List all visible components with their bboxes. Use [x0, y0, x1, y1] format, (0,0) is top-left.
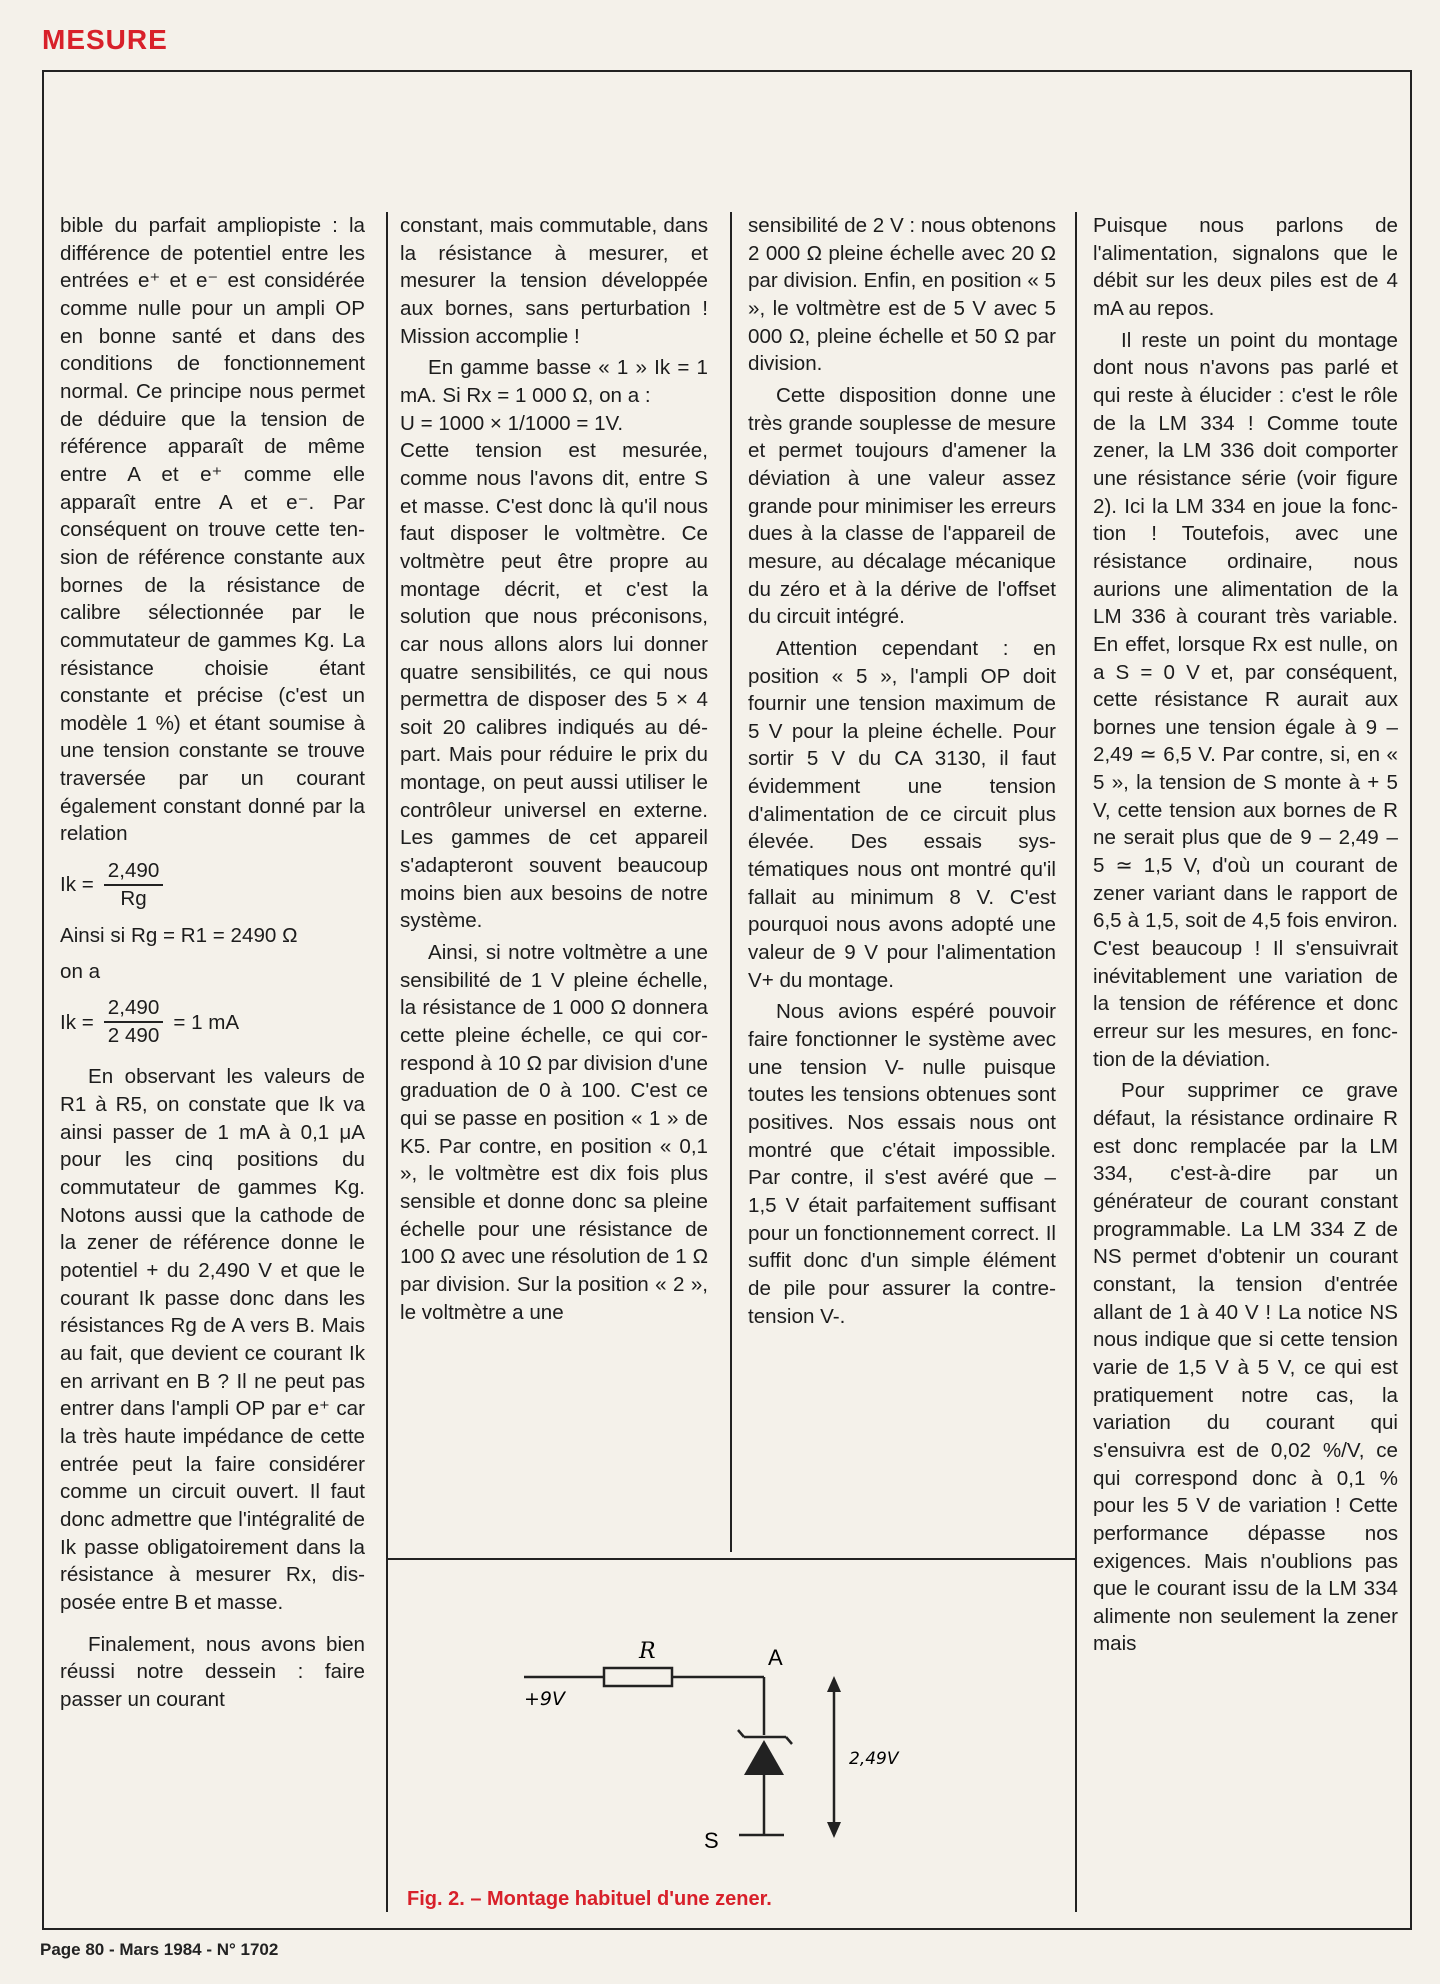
- col3-paragraph-3: Attention cependant : en position « 5 », l'ampli OP doit fournir une tension maximum de 5 V pour la pleine échelle. Pour sortir 5 V du CA 3130, il faut évidemment une tension d'alimentation de ce circuit plus élevée. Des essais systématiques nous ont montré qu'il fallait au minimum 8 V. C'est pourquoi nous avons adopté une valeur de 9 V pour l'alimentation V+ du montage.: [748, 636, 1056, 992]
- col1-paragraph-1: bible du parfait ampliopiste : la différence de potentiel entre les entrées e⁺ et e⁻ est considérée comme nulle pour un ampli OP en bonne santé et dans des conditions de fonctionnement normal. Ce principe nous permet de déduire que la tension de référence apparaît de même entre A et e⁺ comme elle apparaît entre A et e⁻. Par conséquent on trouve cette tension de référence constante aux bornes de la résistance de calibre sélectionnée par le commutateur de gammes Kg. La résistance choisie étant constante et précise (c'est un modèle 1 %) et étant soumise à une tension constante se trouve traversée par un courant également constant donné par la relation: [60, 214, 365, 846]
- label-supply: +9V: [524, 1688, 566, 1710]
- col1-paragraph-2: En observant les valeurs de R1 à R5, on constate que Ik va ainsi passer de 1 mA à 0,1 μA pour les cinq positions du commutateur de gammes Kg. Notons aussi que la cathode de la zener de référence donne le potentiel + du 2,490 V et que le courant Ik passe donc dans les résistances Rg de A vers B. Mais au fait, que devient ce courant Ik en arrivant en B ? Il ne peut pas entrer dans l'ampli OP par e⁺ car la très haute impédance de cette entrée peut la faire considérer comme un circuit ouvert. Il faut donc admettre que l'intégralité de Ik passe obligatoirement dans la résistance à mesurer Rx, disposée entre B et masse.: [60, 1065, 365, 1614]
- formula-ik: [60, 858, 365, 912]
- formula-ik-value: [60, 995, 365, 1049]
- column-rule-1: [386, 212, 388, 1912]
- page-footer: Page 80 - Mars 1984 - N° 1702: [40, 1940, 279, 1959]
- column-rule-2: [730, 212, 732, 1552]
- col3-paragraph-2: Cette disposition donne une très grande souplesse de mesure et permet toujours d'amener la déviation à une valeur assez grande pour minimiser les erreurs dues à la classe de l'appareil de mesure, au décalage mécanique du zéro et à la dérive de l'offset du circuit intégré.: [748, 383, 1056, 629]
- section-title: MESURE: [42, 24, 168, 55]
- formula-ik-denominator: Rg: [120, 887, 147, 911]
- col2-paragraph-1: constant, mais commutable, dans la résistance à mesurer, et mesurer la tension développée aux bornes, sans perturbation ! Mission accomplie !: [400, 214, 708, 348]
- zener-diode-triangle: [744, 1740, 784, 1775]
- column-4: [1093, 212, 1398, 1658]
- column-rule-3: [1075, 212, 1077, 1912]
- voltage-arrow-bottom: [827, 1822, 841, 1838]
- col4-paragraph-2: Il reste un point du montage dont nous n'avons pas parlé et qui reste à élucider : c'est le rôle de la LM 334 ! Comme toute zener, la LM 336 doit comporter une résistance série (voir figure 2). Ici la LM 334 en joue la fonction ! Toutefois, avec une résistance ordinaire, nous aurions une alimentation de la LM 336 à courant très variable. En effet, lorsque Rx est nulle, on a S = 0 V et, par conséquent, cette résistance R aurait aux bornes une tension égale à 9 – 2,49 ≃ 6,5 V. Par contre, si, en « 5 », la tension de S monte à + 5 V, cette tension aux bornes de R ne serait plus que de 9 – 2,49 – 5 ≃ 1,5 V, d'où un courant de zener variant dans le rapport de 6,5 à 1,5, soit de 4,5 fois environ. C'est beaucoup ! Il s'ensuivrait inévitablement une variation de la tension de référence et donc erreur sur les mesures, en fonction de la déviation.: [1093, 328, 1398, 1071]
- formula-ik-numerator: 2,490: [104, 858, 164, 886]
- formula-value-denominator: 2 490: [107, 1024, 160, 1048]
- label-r: R: [639, 1639, 656, 1664]
- col2-paragraph-3: Cette tension est mesurée, comme nous l'avons dit, entre S et masse. C'est donc là qu'il nous faut disposer le voltmètre. Ce voltmètre peut être propre au montage décrit, et c'est la solution que nous préconisons, car nous allons alors lui donner quatre sensibilités, ce qui nous permettra de disposer des 5 × 4 soit 20 calibres indiqués au départ. Mais pour réduire le prix du montage, on peut aussi utiliser le contrôleur universel en externe. Les gammes de cet appareil s'adapteront souvent beaucoup moins bien aux besoins de notre système.: [400, 439, 708, 933]
- figure-top-rule: [386, 1558, 1077, 1560]
- column-3: [748, 212, 1056, 1330]
- formula-ik-lhs: Ik =: [60, 873, 94, 897]
- column-1: [60, 212, 365, 1714]
- col1-ainsi: Ainsi si Rg = R1 = 2490 Ω: [60, 924, 298, 948]
- col2-equation: U = 1000 × 1/1000 = 1V.: [400, 411, 624, 435]
- col2-paragraph-2: En gamme basse « 1 » Ik = 1 mA. Si Rx = 1 000 Ω, on a :: [400, 356, 708, 407]
- formula-value-lhs: Ik =: [60, 1010, 94, 1034]
- col1-paragraph-3: Finalement, nous avons bien réussi notre dessein : faire passer un courant: [60, 1632, 365, 1711]
- label-voltage: 2,49V: [849, 1749, 899, 1769]
- col1-on-a: on a: [60, 959, 101, 983]
- zener-circuit-diagram: [494, 1570, 1054, 1880]
- voltage-arrow-top: [827, 1676, 841, 1692]
- col4-paragraph-1: Puisque nous parlons de l'alimentation, signalons que le débit sur les deux piles est de 4 mA au repos.: [1093, 214, 1398, 320]
- col2-paragraph-4: Ainsi, si notre voltmètre a une sensibilité de 1 V pleine échelle, la résistance de 1 000 Ω donnera cette pleine échelle, ce qui correspond à 10 Ω par division d'une graduation de 0 à 100. C'est ce qui se passe en position « 1 » de K5. Par contre, en position « 0,1 », le voltmètre est dix fois plus sensible et donne donc sa pleine échelle pour une résistance de 100 Ω avec une résolution de 1 Ω par division. Sur la position « 2 », le voltmètre a une: [400, 941, 708, 1324]
- formula-value-fraction: [104, 995, 164, 1049]
- figure-caption: Fig. 2. – Montage habituel d'une zener.: [407, 1888, 772, 1910]
- label-a: A: [768, 1645, 783, 1670]
- resistor-r: [604, 1668, 672, 1686]
- col3-paragraph-1: sensibilité de 2 V : nous obtenons 2 000 Ω pleine échelle avec 20 Ω par division. Enfin, en position « 5 », le voltmètre est de 5 V avec 5 000 Ω, pleine échelle et 50 Ω par division.: [748, 214, 1056, 376]
- formula-value-numerator: 2,490: [104, 995, 164, 1023]
- label-s: S: [704, 1828, 719, 1853]
- column-2: [400, 212, 708, 1326]
- formula-value-rhs: = 1 mA: [173, 1010, 240, 1034]
- col3-paragraph-4: Nous avions espéré pouvoir faire fonctionner le système avec une tension V- nulle puisque toutes les tensions obtenues sont positives. Nos essais nous ont montré que c'était impossible. Par contre, il s'est avéré que – 1,5 V était parfaitement suffisant pour un fonctionnement correct. Il suffit donc d'un simple élément de pile pour assurer la contre-tension V-.: [748, 1000, 1056, 1328]
- formula-ik-fraction: [104, 858, 164, 912]
- col4-paragraph-3: Pour supprimer ce grave défaut, la résistance ordinaire R est donc remplacée par la LM 334, c'est-à-dire par un générateur de courant constant programmable. La LM 334 Z de NS permet d'obtenir un courant constant, la tension d'entrée allant de 1 à 40 V ! La notice NS nous indique que si cette tension varie de 1,5 V à 5 V, ce qui est pratiquement notre cas, la variation du courant qui s'ensuivra est de 0,02 %/V, ce qui correspond donc à 0,1 % pour les 5 V de variation ! Cette performance dépasse nos exigences. Mais n'oublions pas que le courant issu de la LM 334 alimente non seulement la zener mais: [1093, 1079, 1398, 1656]
